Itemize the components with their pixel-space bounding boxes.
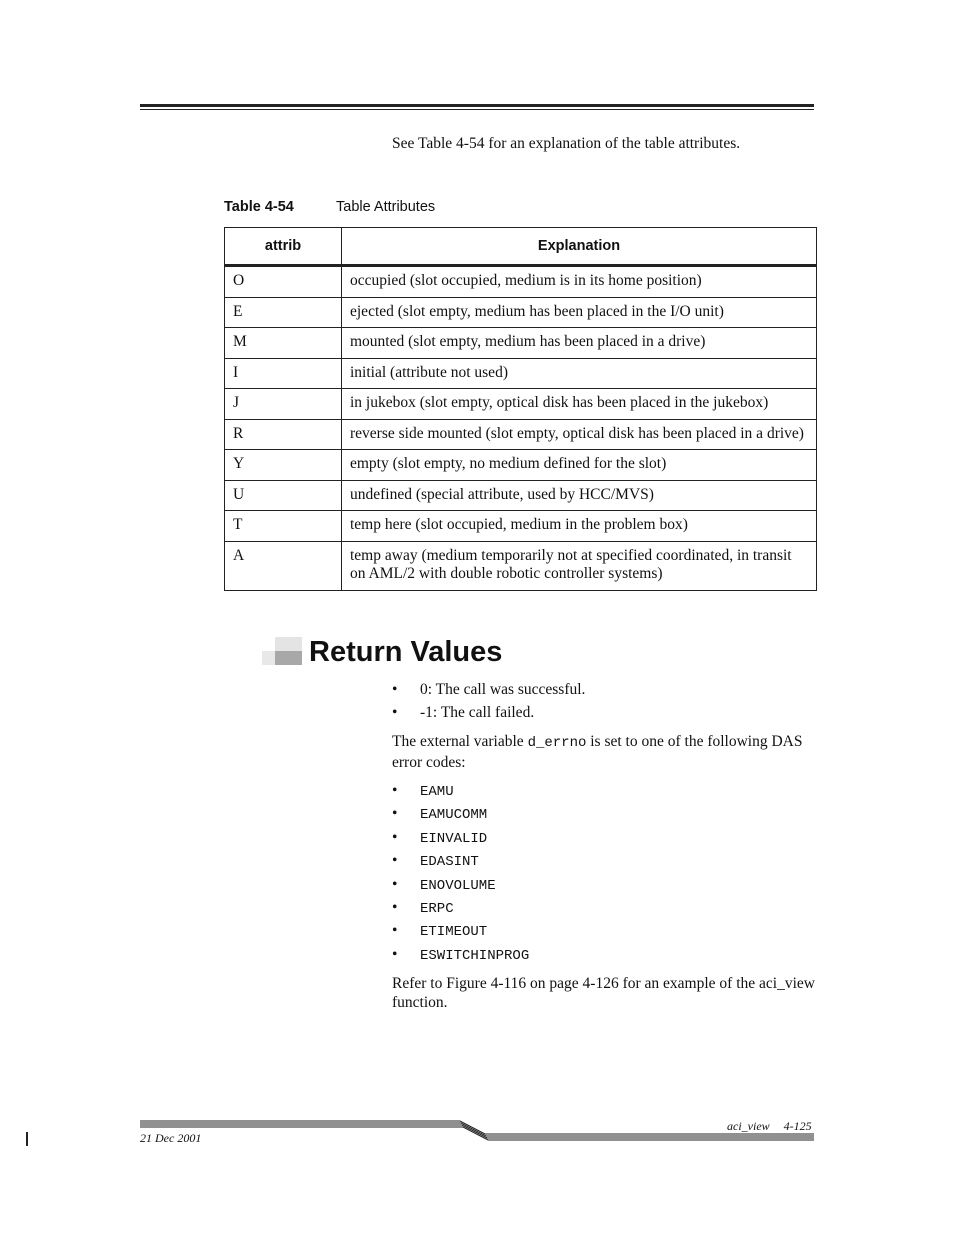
explanation-cell: ejected (slot empty, medium has been placed in the I/O unit) [342, 297, 817, 328]
table-caption [224, 199, 435, 215]
explanation-cell: temp here (slot occupied, medium in the problem box) [342, 511, 817, 542]
error-code-item [392, 782, 529, 805]
footer-date: 21 Dec 2001 [140, 1131, 202, 1145]
table-header-row [225, 228, 817, 266]
explanation-cell: initial (attribute not used) [342, 358, 817, 389]
attrib-cell: R [225, 419, 342, 450]
bullet-icon: • [392, 681, 398, 698]
table-row [225, 450, 817, 481]
table-row [225, 297, 817, 328]
bullet-icon: • [392, 828, 398, 846]
bullet-icon: • [392, 922, 398, 940]
error-code-item [392, 805, 529, 828]
explanation-cell: mounted (slot empty, medium has been placed in a drive) [342, 328, 817, 359]
attrib-cell: T [225, 511, 342, 542]
refer-paragraph: Refer to Figure 4-116 on page 4-126 for an example of the aci_view function. [392, 975, 815, 1011]
header-explanation: Explanation [342, 228, 817, 266]
section-heading: Return Values [309, 636, 503, 668]
explanation-cell: empty (slot empty, no medium defined for the slot) [342, 450, 817, 481]
error-code: ESWITCHINPROG [420, 947, 530, 964]
change-bar [26, 1132, 28, 1146]
error-code-item [392, 876, 529, 899]
return-values-list [392, 681, 585, 727]
table-row [225, 358, 817, 389]
section-marker-icon [262, 637, 302, 665]
error-code-item [392, 852, 529, 875]
error-code: EAMUCOMM [420, 807, 488, 824]
bullet-icon: • [392, 704, 398, 721]
error-code: ERPC [420, 900, 454, 917]
explanation-cell: occupied (slot occupied, medium is in its home position) [342, 266, 817, 298]
table-row [225, 419, 817, 450]
table-caption-title: Table Attributes [336, 199, 436, 215]
error-code: EINVALID [420, 830, 488, 847]
table-row [225, 328, 817, 359]
explanation-cell: temp away (medium temporarily not at specified coordinated, in transit on AML/2 with double robotic controller systems) [342, 541, 817, 590]
table-row [225, 266, 817, 298]
attrib-cell: J [225, 389, 342, 420]
error-code: ENOVOLUME [420, 877, 496, 894]
explanation-cell: in jukebox (slot empty, optical disk has been placed in the jukebox) [342, 389, 817, 420]
error-code: EAMU [420, 784, 454, 800]
error-code: ETIMEOUT [420, 924, 488, 941]
errno-paragraph: The external variable d_errno is set to one of the following DAS error codes: [392, 733, 803, 771]
bullet-icon: • [392, 805, 398, 823]
header-attrib: attrib [225, 228, 342, 266]
table-row [225, 480, 817, 511]
bullet-icon: • [392, 875, 398, 893]
footer-page-number: 4-125 [783, 1119, 812, 1133]
attrib-cell: U [225, 480, 342, 511]
bullet-icon: • [392, 945, 398, 963]
errno-variable: d_errno [527, 735, 587, 751]
bullet-icon: • [392, 782, 398, 799]
list-item: • -1: The call failed. [392, 704, 535, 721]
intro-text: See Table 4-54 for an explanation of the table attributes. [392, 135, 741, 152]
attrib-cell: M [225, 328, 342, 359]
error-code-item [392, 922, 529, 945]
list-item: • 0: The call was successful. [392, 681, 586, 698]
attrib-cell: I [225, 358, 342, 389]
table-row [225, 541, 817, 590]
bullet-icon: • [392, 898, 398, 916]
attributes-table [224, 227, 817, 591]
attrib-cell: E [225, 297, 342, 328]
error-code-item [392, 946, 529, 969]
table-caption-number: Table 4-54 [224, 199, 294, 215]
attrib-cell: Y [225, 450, 342, 481]
bullet-icon: • [392, 852, 398, 870]
explanation-cell: reverse side mounted (slot empty, optical disk has been placed in a drive) [342, 419, 817, 450]
attrib-cell: A [225, 541, 342, 590]
attrib-cell: O [225, 266, 342, 298]
table-row [225, 389, 817, 420]
footer-rule [140, 1119, 816, 1141]
error-code-item [392, 899, 529, 922]
footer-section: aci_view [727, 1119, 770, 1133]
explanation-cell: undefined (special attribute, used by HCC/MVS) [342, 480, 817, 511]
error-code: EDASINT [420, 854, 479, 871]
table-row [225, 511, 817, 542]
header-rule [140, 104, 814, 110]
error-code-item [392, 829, 529, 852]
error-codes-list [392, 782, 529, 969]
